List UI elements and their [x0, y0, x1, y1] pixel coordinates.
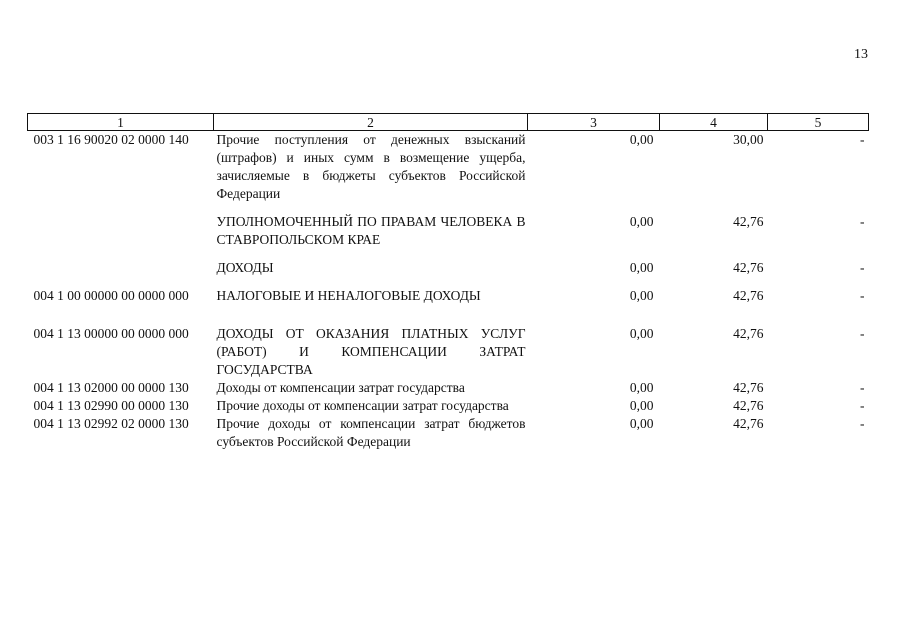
row-value-4: 42,76 [733, 380, 764, 395]
row-code: 004 1 13 00000 00 0000 000 [33, 326, 189, 341]
table-row [28, 213, 869, 259]
table-header-row [28, 114, 869, 131]
row-value-5: - [860, 132, 865, 147]
table-row [28, 415, 869, 451]
row-code: 004 1 13 02990 00 0000 130 [33, 398, 189, 413]
row-name: НАЛОГОВЫЕ И НЕНАЛОГОВЫЕ ДОХОДЫ [216, 288, 481, 303]
column-header-5: 5 [768, 114, 869, 131]
row-code [28, 213, 214, 259]
row-name: ДОХОДЫ [216, 260, 274, 275]
row-value-3: 0,00 [629, 326, 654, 341]
row-value-5: - [860, 416, 865, 431]
column-header-2: 2 [214, 114, 528, 131]
row-value-4: 42,76 [733, 288, 764, 303]
row-name: ДОХОДЫ ОТ ОКАЗАНИЯ ПЛАТНЫХ УСЛУГ (РАБОТ) И КОМПЕНСАЦИИ ЗАТРАТ ГОСУДАРСТВА [216, 326, 526, 377]
row-value-3: 0,00 [629, 380, 654, 395]
row-value-5: - [860, 214, 865, 229]
table-row [28, 287, 869, 325]
row-value-3: 0,00 [629, 214, 654, 229]
row-code: 004 1 00 00000 00 0000 000 [33, 288, 189, 303]
row-code [28, 259, 214, 287]
row-value-4: 42,76 [733, 326, 764, 341]
table-row [28, 379, 869, 397]
row-code: 003 1 16 90020 02 0000 140 [33, 132, 189, 147]
row-value-5: - [860, 260, 865, 275]
table-row [28, 131, 869, 214]
row-value-5: - [860, 326, 865, 341]
row-name: Прочие доходы от компенсации затрат государства [216, 398, 509, 413]
row-code: 004 1 13 02992 02 0000 130 [33, 416, 189, 431]
row-value-4: 42,76 [733, 214, 764, 229]
row-name: УПОЛНОМОЧЕННЫЙ ПО ПРАВАМ ЧЕЛОВЕКА В СТАВРОПОЛЬСКОМ КРАЕ [216, 214, 526, 247]
budget-table [27, 113, 869, 451]
row-name: Прочие доходы от компенсации затрат бюджетов субъектов Российской Федерации [216, 416, 526, 449]
row-value-4: 30,00 [733, 132, 764, 147]
row-value-3: 0,00 [629, 398, 654, 413]
row-value-4: 42,76 [733, 398, 764, 413]
row-value-4: 42,76 [733, 260, 764, 275]
page-number: 13 [854, 47, 868, 62]
row-value-3: 0,00 [629, 132, 654, 147]
row-name: Прочие поступления от денежных взысканий (штрафов) и иных сумм в возмещение ущерба, зачисляемые в бюджеты субъектов Российской Федерации [216, 132, 526, 201]
row-value-4: 42,76 [733, 416, 764, 431]
row-value-3: 0,00 [629, 288, 654, 303]
row-code: 004 1 13 02000 00 0000 130 [33, 380, 189, 395]
row-value-3: 0,00 [629, 260, 654, 275]
row-value-5: - [860, 380, 865, 395]
row-name: Доходы от компенсации затрат государства [216, 380, 465, 395]
table-row [28, 325, 869, 379]
row-value-5: - [860, 398, 865, 413]
row-value-5: - [860, 288, 865, 303]
column-header-1: 1 [28, 114, 214, 131]
table-row [28, 397, 869, 415]
table-row [28, 259, 869, 287]
column-header-4: 4 [660, 114, 768, 131]
column-header-3: 3 [528, 114, 660, 131]
row-value-3: 0,00 [629, 416, 654, 431]
